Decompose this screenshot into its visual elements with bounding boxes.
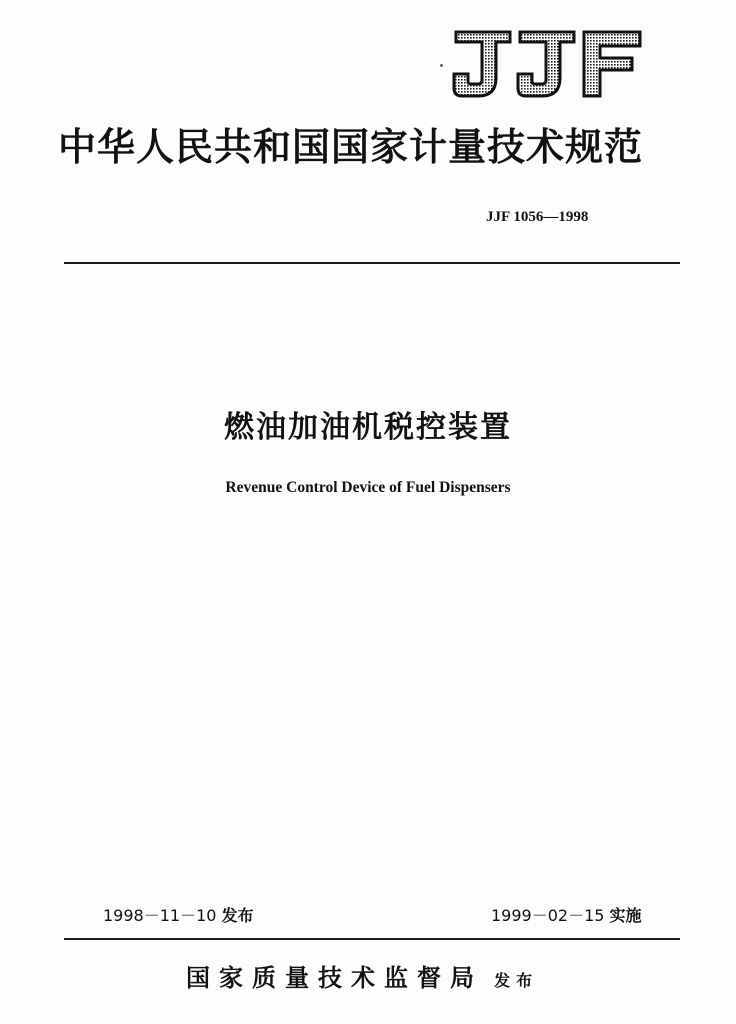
series-title: 中华人民共和国国家计量技术规范 [58,124,644,169]
logo-letter-j2 [518,32,574,96]
logo-letter-j1 [454,32,510,96]
issue-date-line [103,908,254,924]
issue-label: 发布 [221,906,254,925]
scan-speck [440,64,443,67]
document-number: JJF 1056—1998 [486,209,589,225]
effective-date: 1999－02－15 [491,906,605,925]
issue-date: 1998－11－10 [103,906,217,925]
publisher-line [186,963,539,992]
publisher-action: 发布 [494,971,539,990]
effective-date-line [491,908,642,924]
english-title: Revenue Control Device of Fuel Dispensers [225,479,511,496]
bottom-divider [64,938,680,940]
top-divider [64,262,680,264]
logo-letter-f [584,32,640,96]
chinese-title: 燃油加油机税控装置 [224,410,512,445]
publisher-name: 国家质量技术监督局 [186,963,483,992]
effective-label: 实施 [609,906,642,925]
jjf-logo [452,28,644,100]
